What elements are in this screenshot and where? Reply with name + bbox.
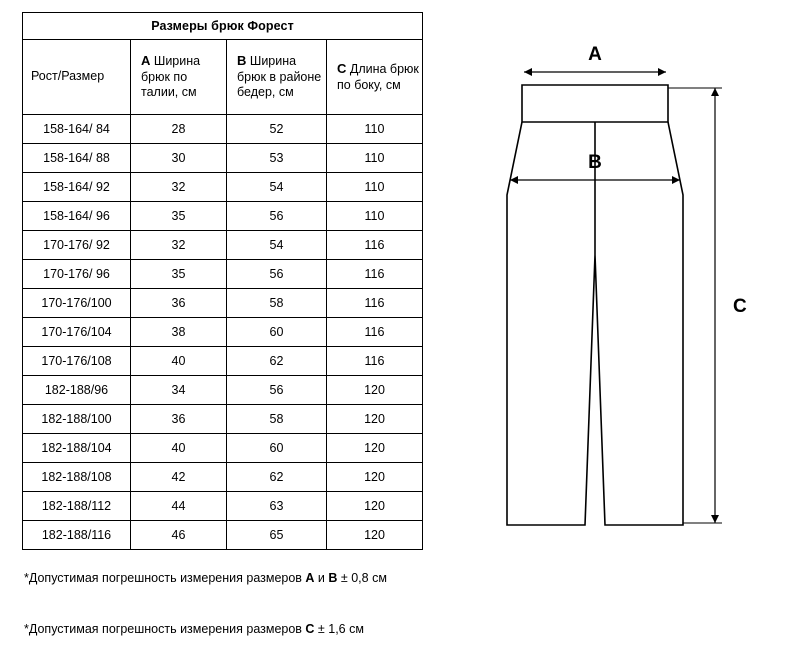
table-row xyxy=(23,289,423,318)
trousers-outline xyxy=(507,85,683,525)
dimension-a xyxy=(524,68,666,76)
cell-a: 36 xyxy=(131,405,227,434)
cell-height-size: 158-164/ 96 xyxy=(23,202,131,231)
table-row xyxy=(23,173,423,202)
cell-height-size: 182-188/116 xyxy=(23,521,131,550)
cell-b: 58 xyxy=(227,405,327,434)
trousers-diagram xyxy=(470,40,780,560)
cell-b: 56 xyxy=(227,376,327,405)
diagram-label-a: A xyxy=(588,44,602,65)
table-row xyxy=(23,405,423,434)
note-2-letter-c: C xyxy=(305,622,315,636)
table-header-row xyxy=(23,40,423,115)
table-row xyxy=(23,115,423,144)
cell-c: 116 xyxy=(327,347,423,376)
table-title: Размеры брюк Форест xyxy=(23,13,423,40)
header-text-c: Длина брюк по боку, см xyxy=(337,61,419,92)
cell-c: 116 xyxy=(327,289,423,318)
note-1-pre: *Допустимая погрешность измерения размеров xyxy=(24,571,306,585)
cell-b: 56 xyxy=(227,202,327,231)
cell-a: 30 xyxy=(131,144,227,173)
cell-b: 60 xyxy=(227,434,327,463)
header-label-height-size: Рост/Размер xyxy=(31,69,105,84)
cell-c: 116 xyxy=(327,318,423,347)
table-row xyxy=(23,202,423,231)
table-row xyxy=(23,463,423,492)
cell-a: 44 xyxy=(131,492,227,521)
table-body xyxy=(23,115,423,550)
table-title-row xyxy=(23,13,423,40)
cell-a: 28 xyxy=(131,115,227,144)
note-1-post: ± 0,8 см xyxy=(337,571,387,585)
note-2-pre: *Допустимая погрешность измерения размеров xyxy=(24,622,306,636)
cell-c: 116 xyxy=(327,260,423,289)
note-1-letter-a: A xyxy=(305,571,315,585)
table-row xyxy=(23,347,423,376)
cell-c: 120 xyxy=(327,405,423,434)
cell-b: 53 xyxy=(227,144,327,173)
cell-height-size: 182-188/104 xyxy=(23,434,131,463)
header-cell-height-size xyxy=(23,40,131,115)
cell-height-size: 170-176/ 96 xyxy=(23,260,131,289)
cell-c: 116 xyxy=(327,231,423,260)
cell-height-size: 158-164/ 92 xyxy=(23,173,131,202)
cell-c: 110 xyxy=(327,115,423,144)
cell-height-size: 170-176/104 xyxy=(23,318,131,347)
diagram-label-c: C xyxy=(733,296,747,317)
cell-height-size: 170-176/ 92 xyxy=(23,231,131,260)
header-cell-a xyxy=(131,40,227,115)
cell-height-size: 158-164/ 88 xyxy=(23,144,131,173)
cell-c: 110 xyxy=(327,202,423,231)
table-row xyxy=(23,144,423,173)
table-row xyxy=(23,231,423,260)
table-row xyxy=(23,376,423,405)
cell-b: 62 xyxy=(227,347,327,376)
cell-height-size: 182-188/112 xyxy=(23,492,131,521)
cell-height-size: 170-176/108 xyxy=(23,347,131,376)
cell-c: 110 xyxy=(327,173,423,202)
cell-c: 120 xyxy=(327,463,423,492)
table-row xyxy=(23,318,423,347)
cell-b: 62 xyxy=(227,463,327,492)
cell-a: 35 xyxy=(131,202,227,231)
cell-a: 46 xyxy=(131,521,227,550)
cell-height-size: 158-164/ 84 xyxy=(23,115,131,144)
cell-c: 120 xyxy=(327,521,423,550)
table-row xyxy=(23,521,423,550)
cell-b: 58 xyxy=(227,289,327,318)
cell-a: 34 xyxy=(131,376,227,405)
header-text-a: Ширина брюк по талии, см xyxy=(141,54,201,100)
cell-b: 54 xyxy=(227,173,327,202)
cell-b: 52 xyxy=(227,115,327,144)
cell-height-size: 170-176/100 xyxy=(23,289,131,318)
cell-c: 120 xyxy=(327,434,423,463)
cell-a: 32 xyxy=(131,231,227,260)
header-letter-c: C xyxy=(337,60,347,76)
note-1-letter-b: B xyxy=(328,571,338,585)
diagram-label-b: B xyxy=(588,152,602,173)
size-table-container xyxy=(22,12,422,550)
table-row xyxy=(23,492,423,521)
cell-a: 40 xyxy=(131,434,227,463)
cell-a: 42 xyxy=(131,463,227,492)
note-2-post: ± 1,6 см xyxy=(314,622,364,636)
cell-b: 56 xyxy=(227,260,327,289)
cell-c: 120 xyxy=(327,492,423,521)
header-cell-c xyxy=(327,40,423,115)
header-text-b: Ширина брюк в районе бедер, см xyxy=(237,54,322,100)
cell-b: 65 xyxy=(227,521,327,550)
cell-height-size: 182-188/96 xyxy=(23,376,131,405)
size-table xyxy=(22,12,423,550)
cell-a: 36 xyxy=(131,289,227,318)
table-row xyxy=(23,434,423,463)
table-row xyxy=(23,260,423,289)
note-tolerance-ab xyxy=(24,571,387,585)
cell-a: 40 xyxy=(131,347,227,376)
cell-c: 110 xyxy=(327,144,423,173)
cell-a: 35 xyxy=(131,260,227,289)
note-1-mid: и xyxy=(314,571,329,585)
header-letter-b: B xyxy=(237,53,247,69)
cell-a: 38 xyxy=(131,318,227,347)
cell-b: 63 xyxy=(227,492,327,521)
cell-b: 54 xyxy=(227,231,327,260)
header-cell-b xyxy=(227,40,327,115)
cell-height-size: 182-188/108 xyxy=(23,463,131,492)
cell-height-size: 182-188/100 xyxy=(23,405,131,434)
dimension-c xyxy=(668,88,722,523)
cell-b: 60 xyxy=(227,318,327,347)
cell-a: 32 xyxy=(131,173,227,202)
note-tolerance-c xyxy=(24,622,364,636)
cell-c: 120 xyxy=(327,376,423,405)
header-letter-a: A xyxy=(141,53,151,69)
